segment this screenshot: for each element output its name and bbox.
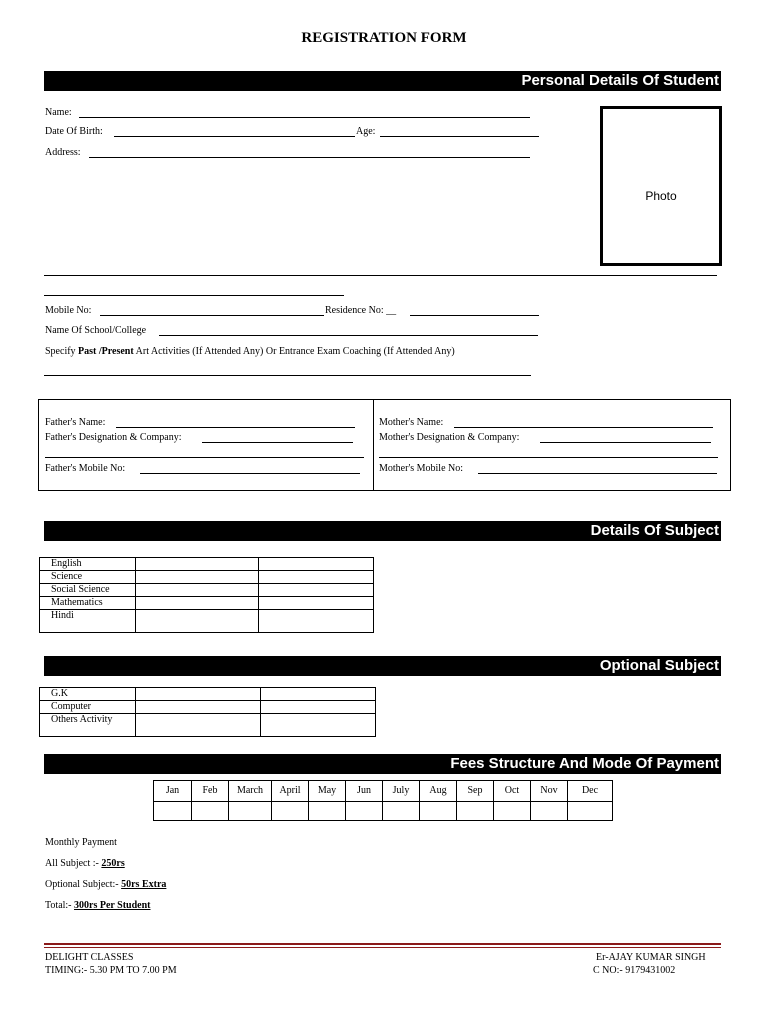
table-row: [154, 781, 613, 802]
age-field[interactable]: [380, 136, 539, 137]
footer-timing: TIMING:- 5.30 PM TO 7.00 PM: [45, 965, 177, 976]
section-bar-fees: [44, 754, 721, 774]
father-designation-field[interactable]: [202, 442, 353, 443]
all-subject-line: All Subject :- 250rs: [45, 858, 125, 869]
table-row: [40, 688, 376, 701]
address-label: Address:: [45, 147, 81, 158]
footer-rule: [44, 943, 721, 945]
mother-mobile-field[interactable]: [478, 473, 717, 474]
month-header: Feb: [192, 781, 229, 802]
mother-designation-label: Mother's Designation & Company:: [379, 432, 520, 443]
fees-table: [153, 780, 613, 821]
father-mobile-label: Father's Mobile No:: [45, 463, 126, 474]
section-title-optional: Optional Subject: [599, 657, 719, 674]
address-line-3[interactable]: [44, 295, 344, 296]
optional-cell: G.K: [40, 688, 136, 701]
month-header: Dec: [568, 781, 613, 802]
section-bar-optional: [44, 656, 721, 676]
month-header: Jan: [154, 781, 192, 802]
father-name-label: Father's Name:: [45, 417, 106, 428]
section-bar-subjects: [44, 521, 721, 541]
subject-cell: Social Science: [40, 584, 136, 597]
month-header: July: [383, 781, 420, 802]
mother-name-field[interactable]: [454, 427, 713, 428]
subject-cell: Hindi: [40, 610, 136, 633]
optional-cell: Others Activity: [40, 714, 136, 737]
father-name-field[interactable]: [116, 427, 355, 428]
footer-rule-thin: [44, 947, 721, 948]
mobile-field[interactable]: [100, 315, 324, 316]
residence-label: Residence No: __: [325, 305, 397, 316]
table-row: [40, 610, 374, 633]
table-row: [154, 802, 613, 821]
table-row: [40, 714, 376, 737]
name-label: Name:: [45, 107, 72, 118]
month-header: April: [272, 781, 309, 802]
subjects-table: [39, 557, 374, 633]
school-field[interactable]: [159, 335, 538, 336]
month-header: Jun: [346, 781, 383, 802]
address-field[interactable]: [89, 157, 530, 158]
month-header: Nov: [531, 781, 568, 802]
specify-text: Specify Past /Present Art Activities (If Attended Any) Or Entrance Exam Coaching (If Attended Any): [45, 346, 455, 357]
page-title: REGISTRATION FORM: [301, 30, 467, 46]
dob-label: Date Of Birth:: [45, 126, 103, 137]
mother-designation-field[interactable]: [540, 442, 711, 443]
month-header: Sep: [457, 781, 494, 802]
optional-cell: Computer: [40, 701, 136, 714]
table-row: [40, 584, 374, 597]
parents-box: [38, 399, 731, 491]
month-header: Oct: [494, 781, 531, 802]
photo-label: Photo: [645, 189, 677, 203]
age-label: Age:: [356, 126, 376, 137]
footer-org: DELIGHT CLASSES: [45, 952, 134, 963]
photo-box[interactable]: [600, 106, 722, 266]
total-line: Total:- 300rs Per Student: [45, 900, 151, 911]
school-label: Name Of School/College: [45, 325, 147, 336]
subject-cell: Science: [40, 571, 136, 584]
table-row: [40, 701, 376, 714]
section-bar-personal: [44, 71, 721, 91]
mother-name-label: Mother's Name:: [379, 417, 444, 428]
subject-cell: English: [40, 558, 136, 571]
mother-mobile-label: Mother's Mobile No:: [379, 463, 464, 474]
mother-designation-line-2[interactable]: [379, 457, 718, 458]
section-title-subjects: Details Of Subject: [590, 522, 719, 539]
month-header: Aug: [420, 781, 457, 802]
section-title-fees: Fees Structure And Mode Of Payment: [450, 755, 719, 772]
specify-field[interactable]: [44, 375, 531, 376]
footer-contact: C NO:- 9179431002: [593, 965, 676, 976]
footer-person: Er-AJAY KUMAR SINGH: [596, 952, 706, 963]
section-title-personal: Personal Details Of Student: [521, 72, 719, 89]
monthly-payment-label: Monthly Payment: [45, 837, 117, 848]
mobile-label: Mobile No:: [45, 305, 92, 316]
father-mobile-field[interactable]: [140, 473, 360, 474]
dob-field[interactable]: [114, 136, 355, 137]
table-row: [40, 597, 374, 610]
father-designation-label: Father's Designation & Company:: [45, 432, 182, 443]
name-field[interactable]: [79, 117, 530, 118]
optional-subject-line: Optional Subject:- 50rs Extra: [45, 879, 167, 890]
address-line-2[interactable]: [44, 275, 717, 276]
subject-cell: Mathematics: [40, 597, 136, 610]
month-header: March: [229, 781, 272, 802]
month-header: May: [309, 781, 346, 802]
optional-table: [39, 687, 376, 737]
father-designation-line-2[interactable]: [45, 457, 364, 458]
residence-field[interactable]: [410, 315, 539, 316]
table-row: [40, 571, 374, 584]
table-row: [40, 558, 374, 571]
